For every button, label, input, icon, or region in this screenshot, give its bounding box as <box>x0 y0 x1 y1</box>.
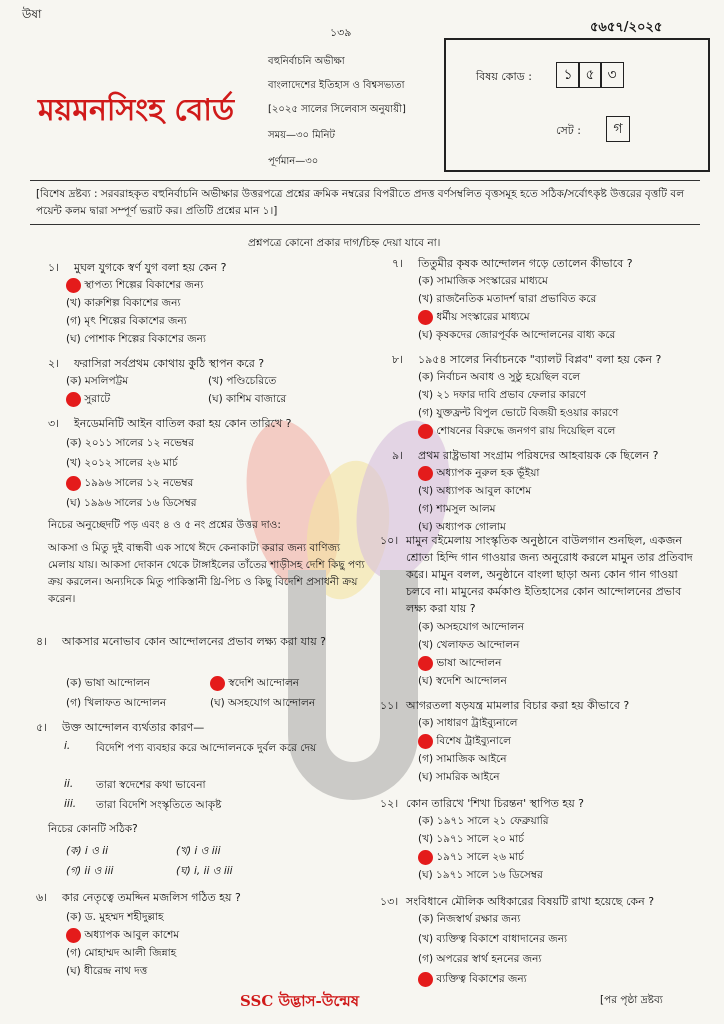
question-text: ১৯৫৪ সালের নির্বাচনকে "ব্যালট বিপ্লব" বলা হয় কেন ? <box>418 353 662 366</box>
filled-bubble <box>418 656 433 671</box>
option[interactable]: (গ) মোহাম্মদ আলী জিন্নাহ <box>66 947 177 959</box>
option[interactable]: (ঘ) ১৯৯৬ সালের ১৬ ডিসেম্বর <box>66 497 197 509</box>
statement-number: i. <box>64 740 71 752</box>
question-text: প্রথম রাষ্ট্রভাষা সংগ্রাম পরিষদের আহবায়ক কে ছিলেন ? <box>418 449 659 462</box>
question-10 <box>380 532 702 617</box>
option-text: ভাষা আন্দোলন <box>436 657 502 669</box>
option-text: সুরাটে <box>84 393 111 405</box>
exam-title: বহুনির্বাচনি অভীক্ষা <box>268 56 345 67</box>
question-number: ৬। <box>36 891 48 904</box>
code-digit: ৩ <box>600 62 624 88</box>
stem-title: নিচের অনুচ্ছেদটি পড় এবং ৪ ও ৫ নং প্রশ্নের উত্তর দাও: <box>48 519 281 531</box>
filled-bubble <box>66 928 81 943</box>
option-selected[interactable] <box>66 390 110 408</box>
option[interactable]: (ক) অসহযোগ আন্দোলন <box>418 621 524 633</box>
option[interactable]: (ক) নিজস্বার্থ রক্ষার জন্য <box>418 913 521 925</box>
option[interactable]: (গ) ii ও iii <box>66 865 114 877</box>
option[interactable]: (ঘ) কাশিম বাজারে <box>208 393 287 405</box>
option-text: স্বদেশি আন্দোলন <box>228 677 300 689</box>
syllabus-note: [২০২৫ সালের সিলেবাস অনুযায়ী] <box>268 104 406 115</box>
divider <box>30 224 700 225</box>
filled-bubble <box>418 734 433 749</box>
option[interactable]: (খ) ব্যক্তিত্ব বিকাশে বাধাদানের জন্য <box>418 933 568 945</box>
option[interactable]: (খ) ২০১২ সালের ২৬ মার্চ <box>66 457 178 469</box>
option[interactable]: (ক) ড. মুহম্মদ শহীদুল্লাহ <box>66 911 164 923</box>
option[interactable]: (ক) ভাষা আন্দোলন <box>66 677 150 689</box>
option[interactable]: (গ) মৃৎ শিল্পের বিকাশের জন্য <box>66 315 187 327</box>
page-number: ১৩৯ <box>330 26 352 39</box>
question-3 <box>48 414 378 433</box>
question-text: মুঘল যুগকে স্বর্ণ যুগ বলা হয় কেন ? <box>74 261 227 274</box>
option-text: বিশেষ ট্রাইব্যুনালে <box>436 735 511 747</box>
question-text: মামুন বইমেলায় সাংস্কৃতিক অনুষ্ঠানে বাউলগান শুনছিল, একজন শ্রোতা হিন্দি গান গাওয়ার জন্য অনুরোধ করলে মামুন তার প্রতিবাদ করে। মামুন বলল, অনুষ্ঠানে বাংলা ছাড়া অন্য কোন গান গাওয়া চলবে না। মামুনের কর্মকাণ্ড ইতিহাসের কোন আন্দোলনের প্রভাব লক্ষ্য করা যায় ? <box>406 534 693 615</box>
subject-name: বাংলাদেশের ইতিহাস ও বিশ্বসভ্যতা <box>268 80 405 91</box>
which-correct: নিচের কোনটি সঠিক? <box>48 823 138 835</box>
question-9 <box>392 446 702 465</box>
option[interactable]: (গ) সামাজিক আইনে <box>418 753 507 765</box>
question-number: ৫। <box>36 721 48 734</box>
statement-text: তারা বিদেশি সংস্কৃতিতে আকৃষ্ট <box>96 799 222 811</box>
question-number: ১২। <box>380 797 399 810</box>
option[interactable]: (ঘ) পোশাক শিল্পের বিকাশের জন্য <box>66 333 206 345</box>
filled-bubble <box>66 278 81 293</box>
question-number: ৪। <box>36 635 48 648</box>
statement-number: iii. <box>64 798 77 810</box>
option[interactable]: (ঘ) ধীরেন্দ্র নাথ দত্ত <box>66 965 148 977</box>
option[interactable]: (খ) রাজনৈতিক মতাদর্শ দ্বারা প্রভাবিত করে <box>418 293 597 305</box>
option[interactable]: (ক) ১৯৭১ সালে ২১ ফেব্রুয়ারি <box>418 815 549 827</box>
option-text: ১৯৯৬ সালের ১২ নভেম্বর <box>84 477 194 489</box>
question-text: আকসার মনোভাব কোন আন্দোলনের প্রভাব লক্ষ্য করা যায় ? <box>62 635 327 648</box>
question-number: ১। <box>48 261 60 274</box>
option-selected[interactable] <box>418 732 511 750</box>
option[interactable]: (গ) অপরের স্বার্থ হননের জন্য <box>418 953 542 965</box>
instruction: প্রশ্নপত্রে কোনো প্রকার দাগ/চিহ্ন দেয়া যাবে না। <box>248 237 441 249</box>
question-2 <box>48 354 378 373</box>
option[interactable]: (খ) পণ্ডিচেরিতে <box>208 375 277 387</box>
question-8 <box>392 350 702 369</box>
option-selected[interactable] <box>418 464 539 482</box>
option-text: ১৯৭১ সালে ২৬ মার্চ <box>436 851 524 863</box>
option[interactable]: (ঘ) সামরিক আইনে <box>418 771 500 783</box>
option-selected[interactable] <box>418 308 530 326</box>
option[interactable]: (ঘ) অধ্যাপক গোলাম <box>418 521 506 533</box>
option-selected[interactable] <box>66 474 193 492</box>
filled-bubble <box>418 424 433 439</box>
filled-bubble <box>210 676 225 691</box>
question-number: ৩। <box>48 417 60 430</box>
option-text: শোষনের বিরুদ্ধে জনগণ রায় দিয়েছিল বলে <box>436 425 616 437</box>
option[interactable]: (ঘ) অসহযোগ আন্দোলন <box>210 697 316 709</box>
option[interactable]: (ক) সাধারণ ট্রাইব্যুনালে <box>418 717 518 729</box>
question-text: কোন তারিখে 'শিখা চিরন্তন' স্থাপিত হয় ? <box>406 797 585 810</box>
filled-bubble <box>418 310 433 325</box>
option[interactable]: (গ) যুক্তফ্রন্ট বিপুল ভোটে বিজয়ী হওয়ার কারণে <box>418 407 619 419</box>
statement-text: বিদেশি পণ্য ব্যবহার করে আন্দোলনকে দুর্বল করে দেয় <box>96 742 317 754</box>
option-selected[interactable] <box>418 970 527 988</box>
next-page-note: [পর পৃষ্ঠা দ্রষ্টব্য <box>600 994 663 1006</box>
filled-bubble <box>418 466 433 481</box>
option-selected[interactable] <box>66 276 203 294</box>
filled-bubble <box>66 392 81 407</box>
option[interactable]: (গ) শামসুল আলম <box>418 503 496 515</box>
option-selected[interactable] <box>418 654 501 672</box>
code-digit: ৫ <box>578 62 602 88</box>
option[interactable]: (ঘ) স্বদেশি আন্দোলন <box>418 675 507 687</box>
time-label: সময়—৩০ মিনিট <box>268 130 335 141</box>
question-number: ৭। <box>392 257 404 270</box>
question-13 <box>380 892 702 911</box>
question-number: ৮। <box>392 353 404 366</box>
option[interactable]: (ক) মসলিপট্টম <box>66 375 129 387</box>
question-11 <box>380 696 702 715</box>
question-1 <box>48 258 378 277</box>
question-5 <box>36 718 366 737</box>
question-number: ৯। <box>392 449 404 462</box>
question-number: ১১। <box>380 699 399 712</box>
question-12 <box>380 794 702 813</box>
question-text: ফরাসিরা সর্বপ্রথম কোথায় কুঠি স্থাপন করে ? <box>74 357 265 370</box>
question-7 <box>392 254 702 273</box>
option[interactable]: (ক) ২০১১ সালের ১২ নভেম্বর <box>66 437 194 449</box>
subject-code-label: বিষয় কোড : <box>476 70 532 83</box>
set-label: সেট : <box>556 124 581 137</box>
filled-bubble <box>418 972 433 987</box>
option-selected[interactable] <box>418 848 524 866</box>
filled-bubble <box>418 850 433 865</box>
subject-code-digits <box>556 62 622 88</box>
full-marks: পূর্ণমান—৩০ <box>268 156 319 167</box>
special-notice: [বিশেষ দ্রষ্টব্য : সরবরাহকৃত বহুনির্বাচনি অভীক্ষার উত্তরপত্রে প্রশ্নের ক্রমিক নম্বরের বিপরীতে প্রদত্ত বর্ণসম্বলিত বৃত্তসমূহ হতে সঠিক/সর্বোৎকৃষ্ট উত্তরের বৃত্তটি বল পয়েন্ট কলম দ্বারা সম্পূর্ণ ভরাট কর। প্রতিটি প্রশ্নের মান ১।] <box>36 188 685 217</box>
set-value: গ <box>606 116 630 142</box>
question-text: উক্ত আন্দোলন ব্যর্থতার কারণ— <box>62 721 205 734</box>
question-text: আগরতলা ষড়যন্ত্র মামলার বিচার করা হয় কীভাবে ? <box>406 699 630 712</box>
passage: আকসা ও মিতু দুই বান্ধবী এক সাথে ঈদে কেনাকাটা করার জন্য বাণিজ্য মেলায় যায়। আকসা দোকান থেকে টাঙ্গাইলের তাঁতের শাড়ীসহ দেশি কিছু পণ্য ক্রয় করলেন। অন্যদিকে মিতু পাকিস্তানী থ্রি-পিচ ও কিছু বিদেশি প্রসাধনী ক্রয় করেন। <box>48 542 365 605</box>
divider <box>30 180 700 181</box>
option-text: স্থাপত্য শিল্পের বিকাশের জন্য <box>84 279 204 291</box>
option-text: অধ্যাপক নুরুল হক ভূঁইয়া <box>436 467 540 479</box>
option[interactable]: (ঘ) ১৯৭১ সালে ১৬ ডিসেম্বর <box>418 869 543 881</box>
option[interactable]: (ক) নির্বাচন অবাধ ও সুষ্ঠু হয়েছিল বলে <box>418 371 581 383</box>
option[interactable]: (ক) সামাজিক সংস্কারের মাধ্যমে <box>418 275 548 287</box>
question-number: ১৩। <box>380 895 399 908</box>
option-selected[interactable] <box>66 926 179 944</box>
question-number: ১০। <box>380 534 399 547</box>
option-selected[interactable] <box>418 422 615 440</box>
option-selected[interactable] <box>210 674 299 692</box>
filled-bubble <box>66 476 81 491</box>
footer-brand: SSC উদ্ভাস-উন্মেষ <box>240 992 360 1010</box>
option[interactable]: (খ) খেলাফত আন্দোলন <box>418 639 520 651</box>
option-text: অধ্যাপক আবুল কাশেম <box>84 929 180 941</box>
board-title: ময়মনসিংহ বোর্ড <box>38 93 235 128</box>
option[interactable]: (ক) i ও ii <box>66 845 109 857</box>
option-text: ব্যক্তিত্ব বিকাশের জন্য <box>436 973 527 985</box>
user-label: উষা <box>22 7 42 21</box>
question-text: সংবিধানে মৌলিক অধিকারের বিষয়টি রাখা হয়েছে কেন ? <box>406 895 655 908</box>
code-digit: ১ <box>556 62 580 88</box>
statement-number: ii. <box>64 778 74 790</box>
question-text: তিতুমীর কৃষক আন্দোলন গড়ে তোলেন কীভাবে ? <box>418 257 633 270</box>
option[interactable]: (ঘ) কৃষকদের জোরপূর্বক আন্দোলনের বাধ্য করে <box>418 329 616 341</box>
option[interactable]: (খ) কারুশিল্প বিকাশের জন্য <box>66 297 181 309</box>
question-6 <box>36 888 366 907</box>
question-number: ২। <box>48 357 60 370</box>
question-text: ইনডেমনিটি আইন বাতিল করা হয় কোন তারিখে ? <box>74 417 292 430</box>
code-box <box>444 38 710 172</box>
option[interactable]: (খ) ১৯৭১ সালে ২০ মার্চ <box>418 833 524 845</box>
paper-code: ৫৬৫৭/২০২৫ <box>590 20 663 35</box>
option[interactable]: (খ) i ও iii <box>176 845 221 857</box>
option[interactable]: (ঘ) i, ii ও iii <box>176 865 233 877</box>
option[interactable]: (গ) খিলাফত আন্দোলন <box>66 697 167 709</box>
option[interactable]: (খ) ২১ দফার দাবি প্রভাব ফেলার কারণে <box>418 389 587 401</box>
question-text: কার নেতৃত্বে তমদ্দিন মজলিস গঠিত হয় ? <box>62 891 241 904</box>
statement-text: তারা স্বদেশের কথা ভাবেনা <box>96 779 206 791</box>
question-4 <box>36 632 366 651</box>
option-text: ধর্মীয় সংস্কারের মাধ্যমে <box>436 311 530 323</box>
option[interactable]: (খ) অধ্যাপক আবুল কাশেম <box>418 485 532 497</box>
